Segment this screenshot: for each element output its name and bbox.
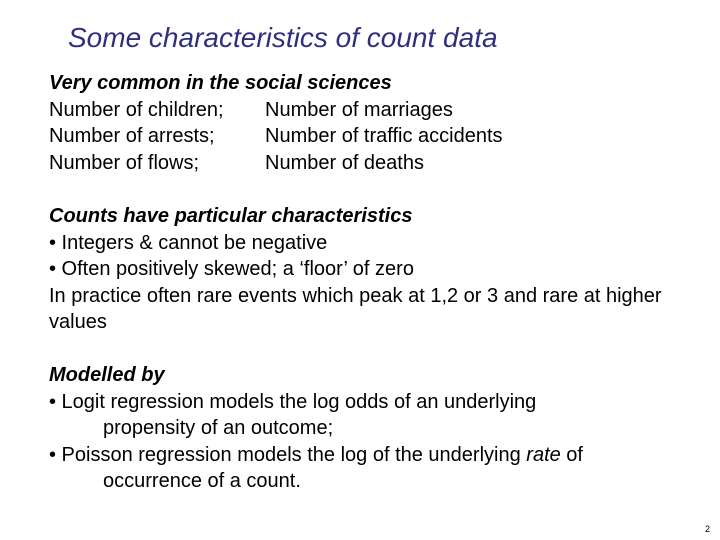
examples-row (49, 150, 503, 177)
page-number: 2 (704, 524, 710, 534)
rare-events-paragraph: In practice often rare events which peak at 1,2 or 3 and rare at higher values (49, 284, 662, 333)
examples-row (49, 97, 503, 124)
poisson-text-after: of (560, 443, 583, 466)
modelled-heading: Modelled by (49, 364, 165, 386)
example-left: Number of arrests; (49, 125, 215, 147)
examples-section (49, 70, 503, 176)
logit-bullet: • Logit regression models the log odds of an underlying (49, 390, 537, 413)
examples-row (49, 123, 503, 150)
characteristics-section (49, 203, 669, 336)
logit-continuation: propensity of an outcome; (103, 417, 334, 439)
slide-title: Some characteristics of count data (68, 22, 498, 53)
example-left: Number of flows; (49, 151, 200, 174)
bullet-integers: • Integers & cannot be negative (49, 231, 328, 254)
example-right: Number of traffic accidents (265, 125, 503, 147)
poisson-continuation: occurrence of a count. (103, 470, 301, 492)
example-left: Number of children; (49, 98, 224, 121)
rate-emphasis: rate (526, 443, 561, 466)
modelled-section (49, 362, 583, 495)
poisson-text-before: • Poisson regression models the log of the underlying (49, 443, 527, 466)
bullet-skewed: • Often positively skewed; a ‘floor’ of zero (49, 258, 414, 280)
examples-heading: Very common in the social sciences (49, 72, 392, 94)
poisson-bullet (49, 442, 583, 469)
example-right: Number of marriages (265, 98, 453, 121)
characteristics-heading: Counts have particular characteristics (49, 205, 413, 227)
example-right: Number of deaths (265, 151, 424, 174)
